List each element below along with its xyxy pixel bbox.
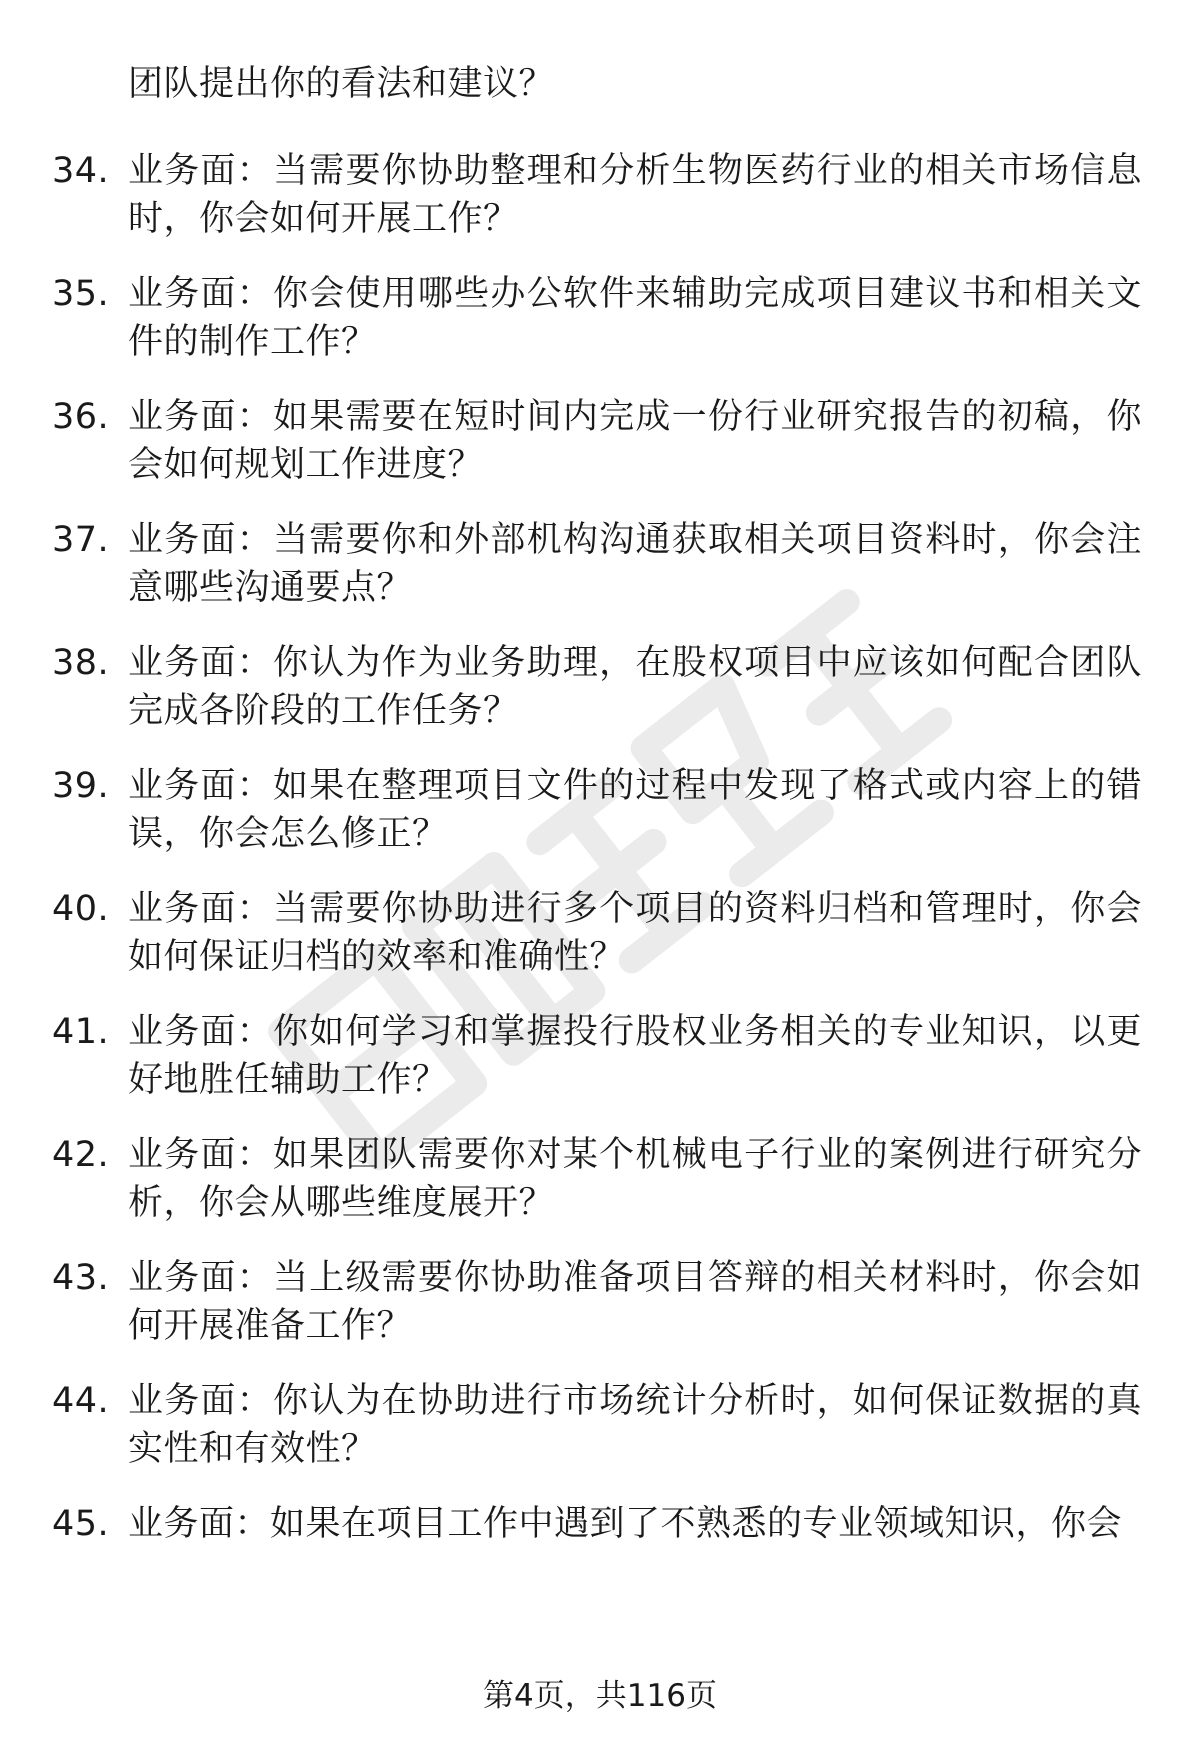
question-item: [52, 1377, 1142, 1473]
question-item: [52, 516, 1142, 612]
question-text: 业务面：当需要你协助进行多个项目的资料归档和管理时，你会如何保证归档的效率和准确性？: [128, 889, 1142, 977]
continued-question-text: 团队提出你的看法和建议？: [128, 64, 555, 104]
question-item: [52, 270, 1142, 366]
question-item: [52, 393, 1142, 489]
question-number: 45.: [52, 1504, 110, 1544]
question-text: 业务面：你如何学习和掌握投行股权业务相关的专业知识，以更好地胜任辅助工作？: [128, 1012, 1142, 1100]
question-text: 业务面：如果需要在短时间内完成一份行业研究报告的初稿，你会如何规划工作进度？: [128, 397, 1142, 485]
question-item: [52, 147, 1142, 243]
question-text: 业务面：你认为在协助进行市场统计分析时，如何保证数据的真实性和有效性？: [128, 1381, 1142, 1469]
question-text: 业务面：你认为作为业务助理，在股权项目中应该如何配合团队完成各阶段的工作任务？: [128, 643, 1142, 731]
question-number: 37.: [52, 520, 110, 560]
page-footer: 第4页，共116页: [483, 1678, 717, 1714]
question-text: 业务面：你会使用哪些办公软件来辅助完成项目建议书和相关文件的制作工作？: [128, 274, 1142, 362]
question-item: [52, 1131, 1142, 1227]
question-item: [52, 639, 1142, 735]
question-item: [52, 1008, 1142, 1104]
question-number: 36.: [52, 397, 110, 437]
question-item: [52, 1500, 1142, 1548]
question-number: 44.: [52, 1381, 110, 1421]
question-item: [52, 885, 1142, 981]
question-text: 业务面：如果在整理项目文件的过程中发现了格式或内容上的错误，你会怎么修正？: [128, 766, 1142, 854]
question-number: 38.: [52, 643, 110, 683]
question-item: [52, 762, 1142, 858]
question-item: [52, 1254, 1142, 1350]
question-text: 业务面：当需要你协助整理和分析生物医药行业的相关市场信息时，你会如何开展工作？: [128, 151, 1142, 239]
question-number: 34.: [52, 151, 110, 191]
question-text: 业务面：如果在项目工作中遇到了不熟悉的专业领域知识，你会: [128, 1504, 1123, 1544]
question-number: 35.: [52, 274, 110, 314]
question-text: 业务面：当需要你和外部机构沟通获取相关项目资料时，你会注意哪些沟通要点？: [128, 520, 1142, 608]
question-number: 42.: [52, 1135, 110, 1175]
question-list: [52, 60, 1142, 1548]
question-number: 39.: [52, 766, 110, 806]
question-number: 41.: [52, 1012, 110, 1052]
question-number: 40.: [52, 889, 110, 929]
question-text: 业务面：当上级需要你协助准备项目答辩的相关材料时，你会如何开展准备工作？: [128, 1258, 1142, 1346]
question-number: 43.: [52, 1258, 110, 1298]
question-text: 业务面：如果团队需要你对某个机械电子行业的案例进行研究分析，你会从哪些维度展开？: [128, 1135, 1142, 1223]
